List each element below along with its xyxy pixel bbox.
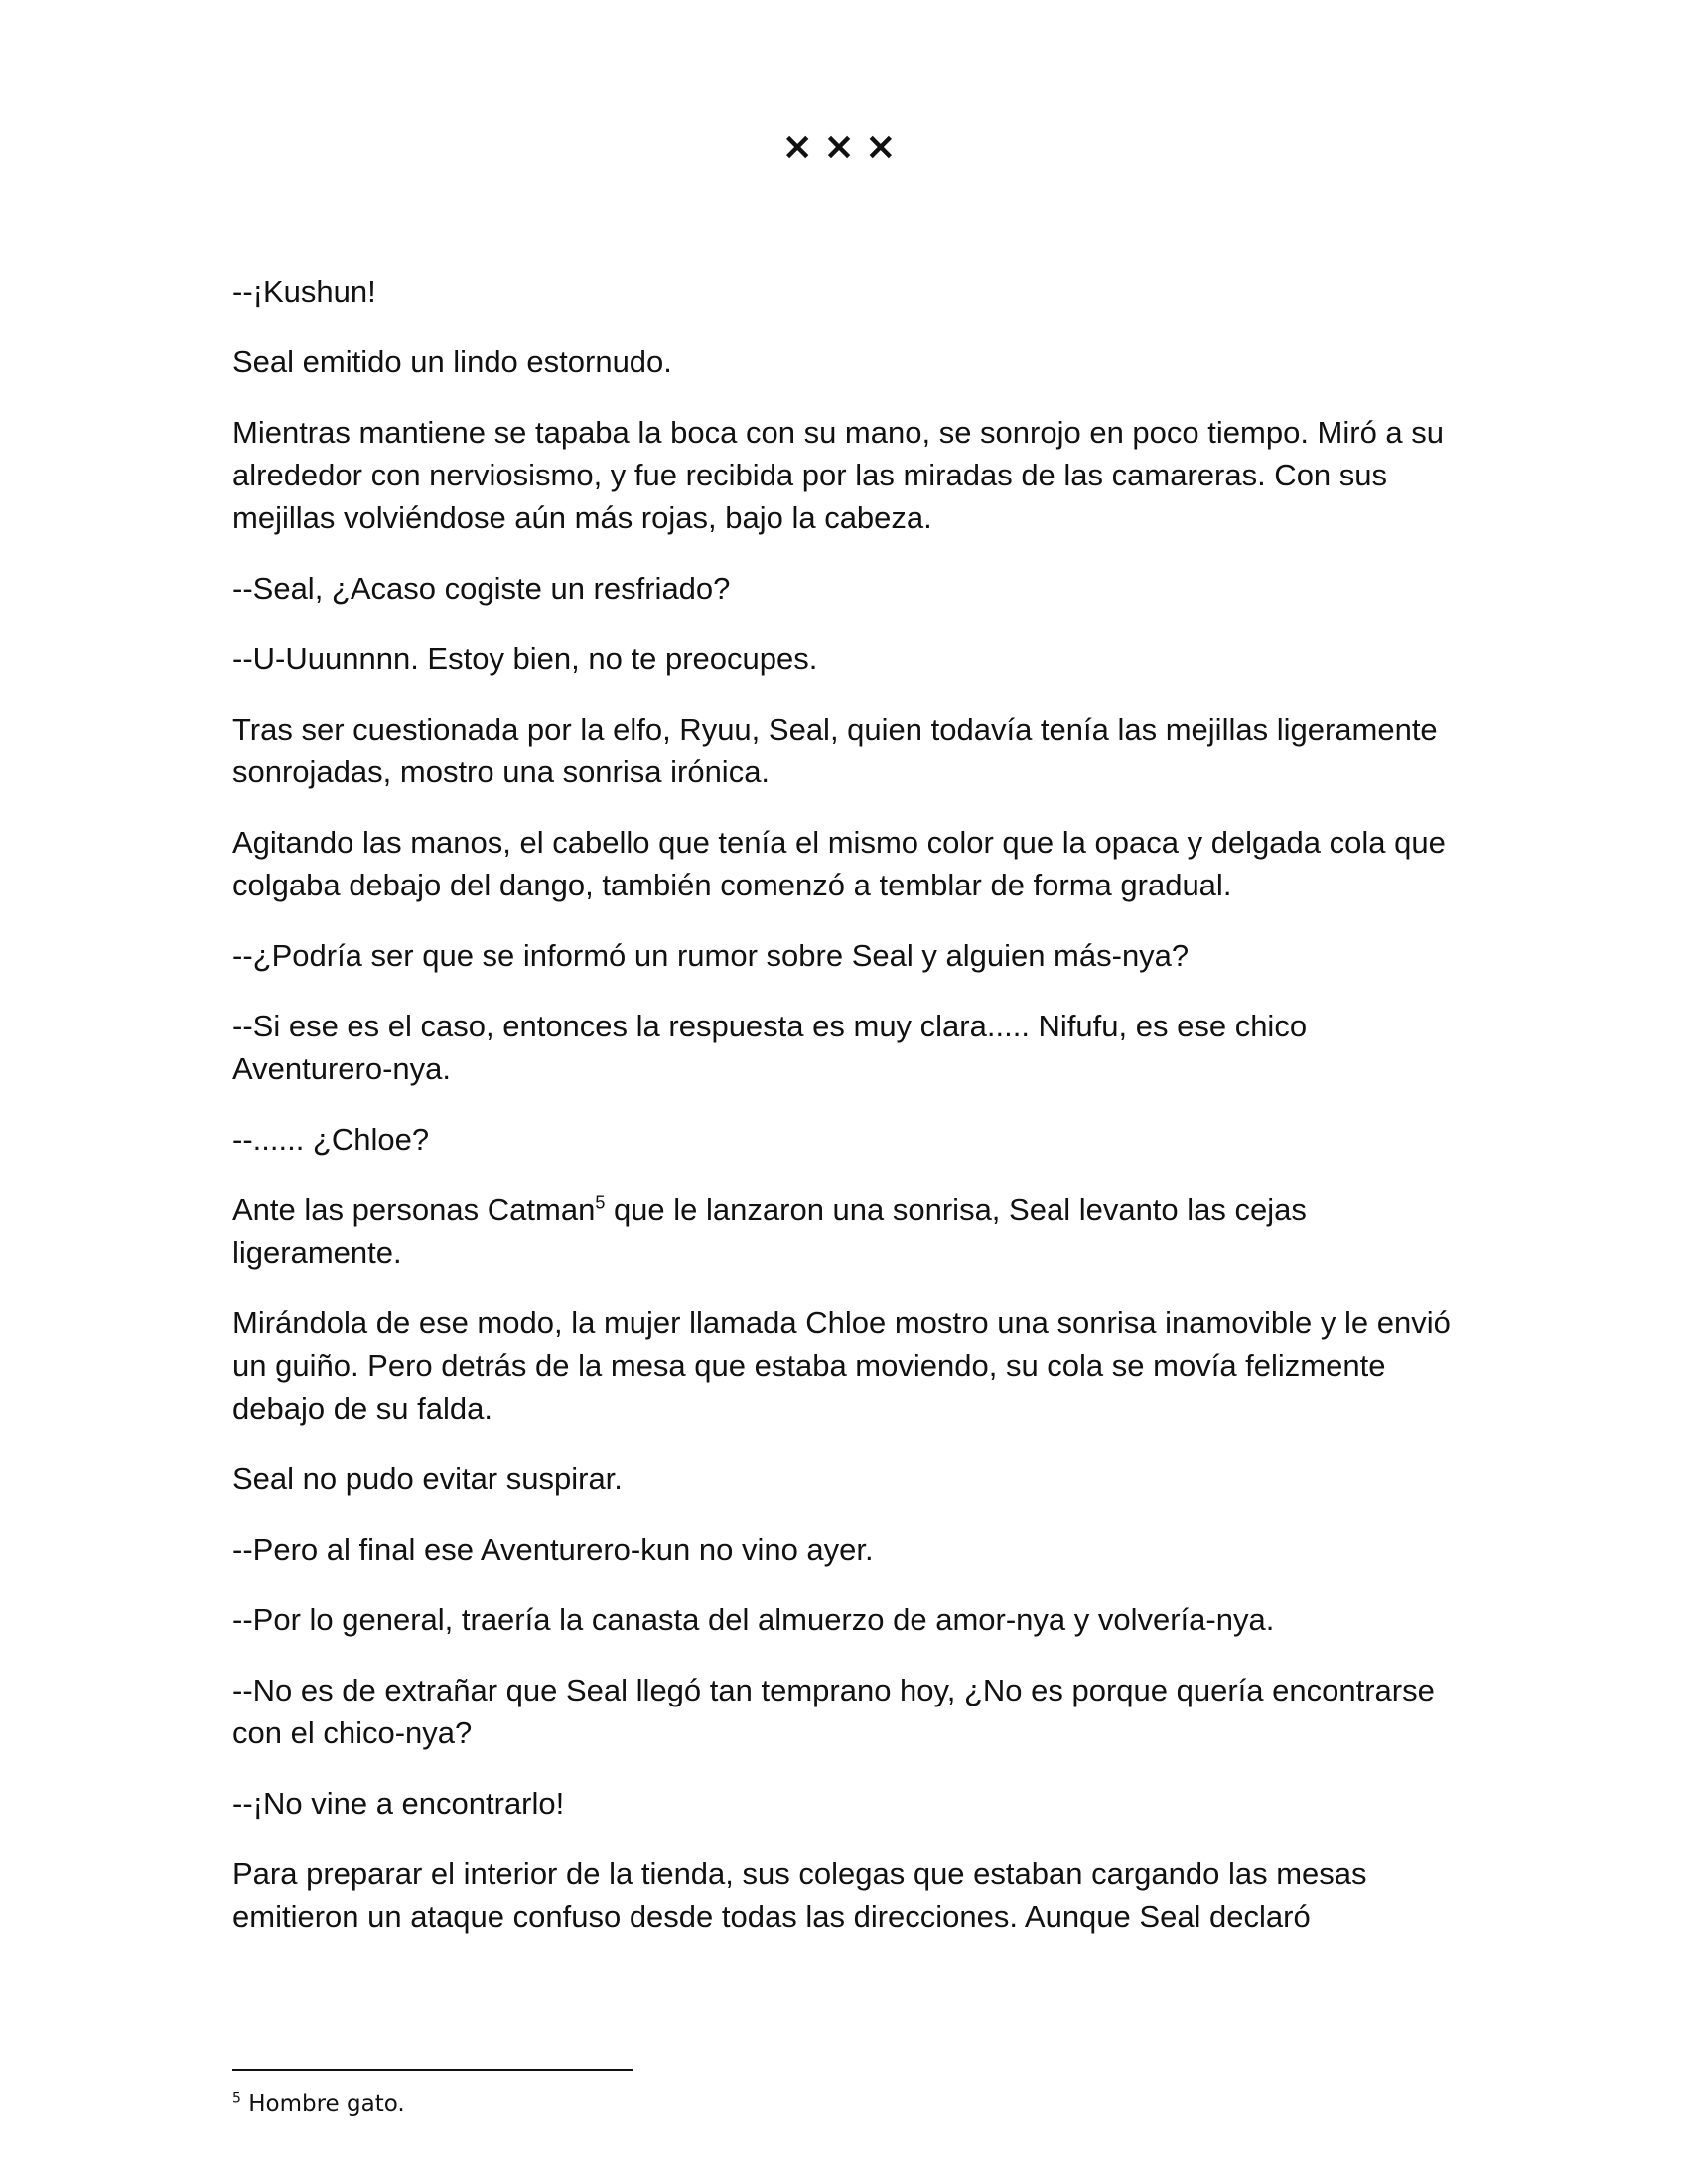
paragraph: Mirándola de ese modo, la mujer llamada Chloe mostro una sonrisa inamovible y le envió un guiño. Pero detrás de la mesa que estaba moviendo, su cola se movía felizmente debajo de su falda.	[232, 1305, 1451, 1426]
paragraph: Agitando las manos, el cabello que tenía el mismo color que la opaca y delgada cola que colgaba debajo del dango, también comenzó a temblar de forma gradual.	[232, 825, 1446, 902]
paragraph: Seal emitido un lindo estornudo.	[232, 344, 672, 379]
paragraph: --Pero al final ese Aventurero-kun no vino ayer.	[232, 1532, 874, 1567]
paragraph: Tras ser cuestionada por la elfo, Ryuu, Seal, quien todavía tenía las mejillas ligeramente sonrojadas, mostro una sonrisa irónica.	[232, 712, 1438, 789]
paragraph: --¡No vine a encontrarlo!	[232, 1786, 565, 1821]
paragraph: --¿Podría ser que se informó un rumor sobre Seal y alguien más-nya?	[232, 938, 1190, 973]
paragraph-text-before-ref: Ante las personas Catman	[232, 1192, 596, 1227]
paragraph: Seal no pudo evitar suspirar.	[232, 1461, 623, 1496]
body-text	[232, 270, 1464, 1966]
paragraph: --¡Kushun!	[232, 274, 376, 309]
paragraph: --Seal, ¿Acaso cogiste un resfriado?	[232, 571, 731, 606]
footnote-text: Hombre gato.	[248, 2091, 405, 2116]
footnote	[232, 2089, 405, 2118]
paragraph: --U-Uuunnnn. Estoy bien, no te preocupes.	[232, 641, 818, 676]
paragraph-text-after-ref: que le lanzaron una sonrisa, Seal levanto las cejas ligeramente.	[232, 1192, 1307, 1270]
paragraph-with-footnote	[232, 1188, 1464, 1274]
paragraph: Para preparar el interior de la tienda, sus colegas que estaban cargando las mesas emitieron un ataque confuso desde todas las direcciones. Aunque Seal declaró	[232, 1856, 1367, 1934]
footnote-reference: 5	[595, 1192, 606, 1213]
paragraph: --...... ¿Chloe?	[232, 1122, 430, 1157]
paragraph: Mientras mantiene se tapaba la boca con su mano, se sonrojo en poco tiempo. Miró a su alrededor con nerviosismo, y fue recibida por las miradas de las camareras. Con sus mejillas volviéndose aún más rojas, bajo la cabeza.	[232, 415, 1445, 535]
paragraph: --Por lo general, traería la canasta del almuerzo de amor-nya y volvería-nya.	[232, 1602, 1275, 1637]
paragraph: --No es de extrañar que Seal llegó tan temprano hoy, ¿No es porque quería encontrarse con el chico-nya?	[232, 1673, 1435, 1750]
scene-break-separator: ×××	[781, 124, 907, 168]
footnote-divider	[232, 2069, 633, 2071]
paragraph: --Si ese es el caso, entonces la respuesta es muy clara..... Nifufu, es ese chico Aventurero-nya.	[232, 1009, 1308, 1086]
footnote-number: 5	[232, 2090, 241, 2107]
